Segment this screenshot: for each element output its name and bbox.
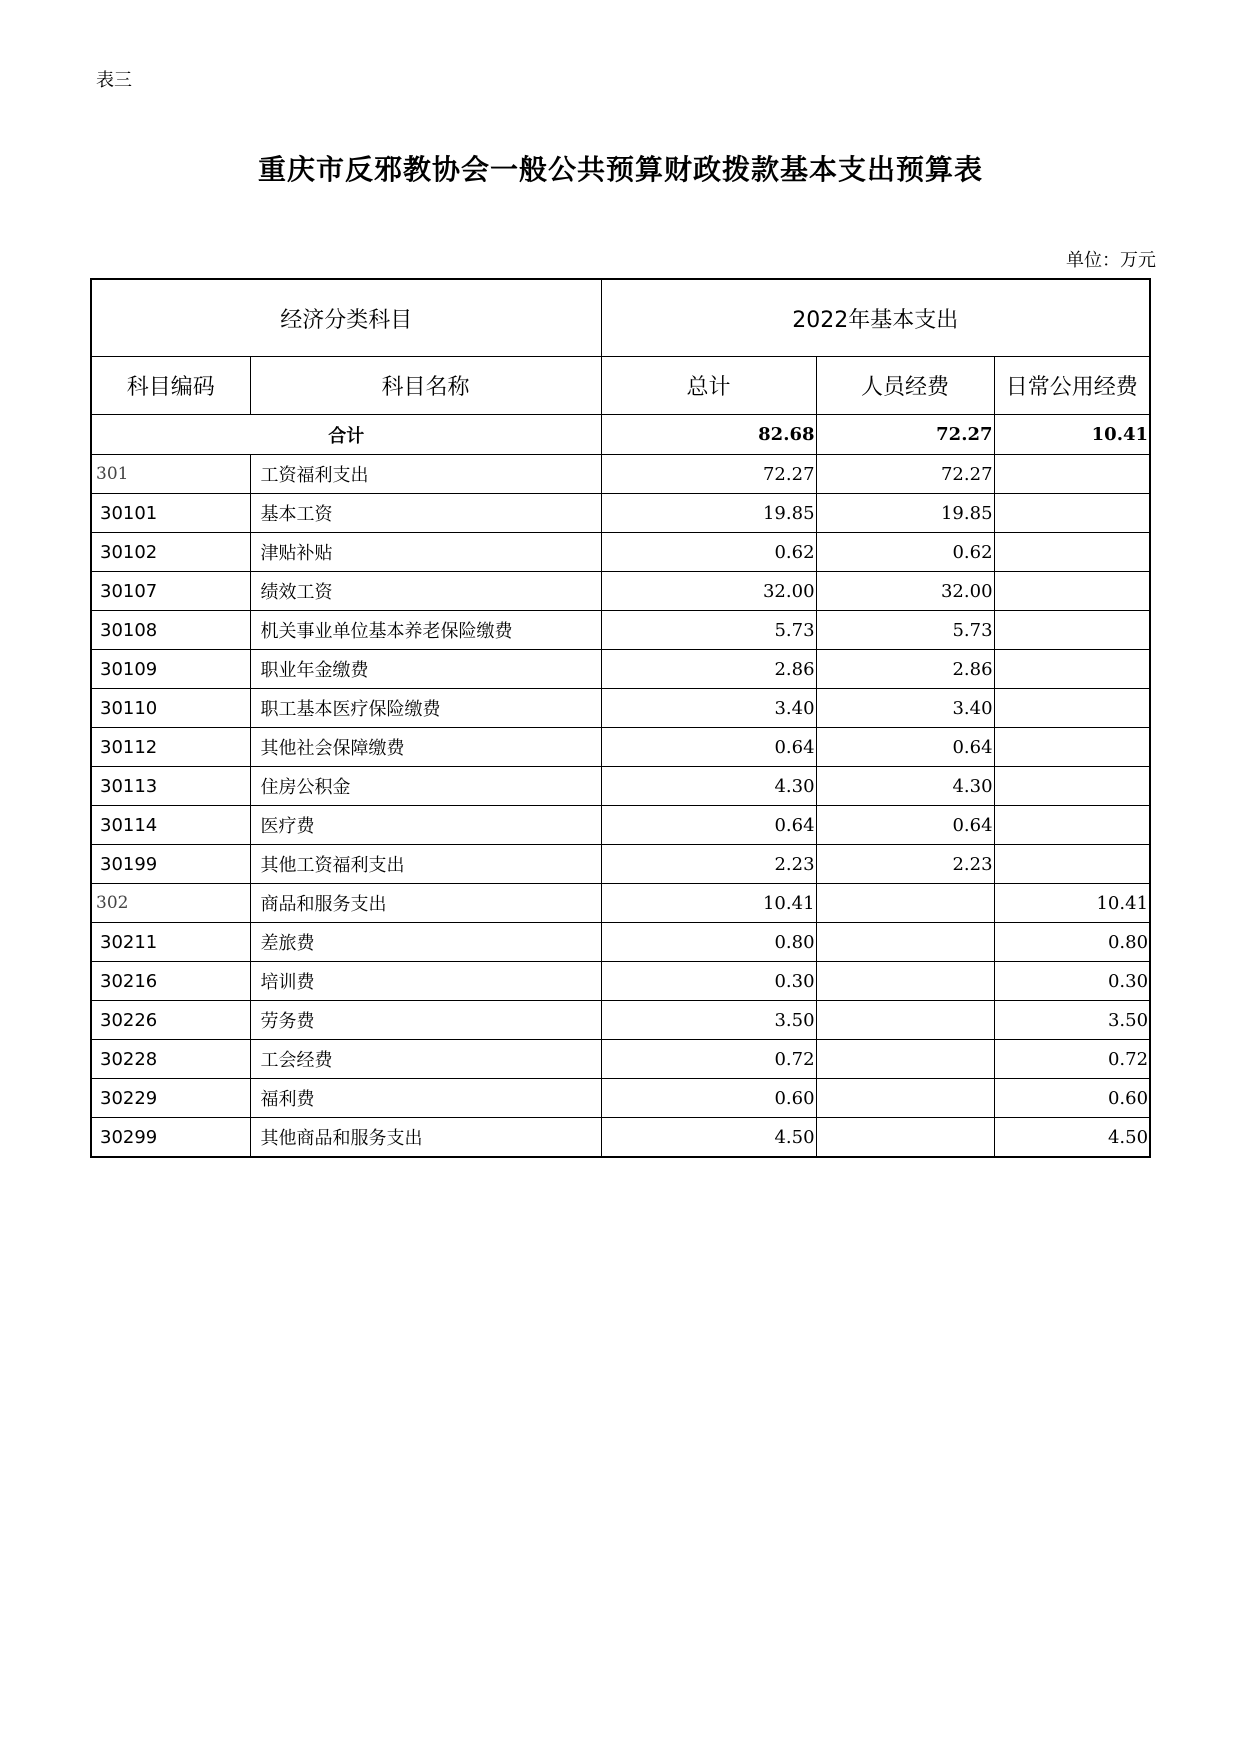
row-code: 30110 bbox=[91, 689, 250, 728]
table-row bbox=[91, 767, 1150, 806]
row-name: 工会经费 bbox=[250, 1040, 601, 1079]
row-personnel: 0.64 bbox=[816, 806, 994, 845]
row-code: 30229 bbox=[91, 1079, 250, 1118]
table-row bbox=[91, 650, 1150, 689]
page-title: 重庆市反邪教协会一般公共预算财政拨款基本支出预算表 bbox=[257, 153, 983, 186]
row-personnel: 4.30 bbox=[816, 767, 994, 806]
row-name: 劳务费 bbox=[250, 1001, 601, 1040]
row-name: 培训费 bbox=[250, 962, 601, 1001]
row-total: 0.30 bbox=[601, 962, 816, 1001]
row-name: 其他商品和服务支出 bbox=[250, 1118, 601, 1158]
row-code: 30108 bbox=[91, 611, 250, 650]
group-header-classification: 经济分类科目 bbox=[91, 279, 601, 357]
row-personnel: 0.64 bbox=[816, 728, 994, 767]
table-row bbox=[91, 1001, 1150, 1040]
total-personnel: 72.27 bbox=[816, 415, 994, 455]
row-public bbox=[994, 806, 1150, 845]
row-personnel: 72.27 bbox=[816, 455, 994, 494]
row-personnel: 2.23 bbox=[816, 845, 994, 884]
row-code: 30228 bbox=[91, 1040, 250, 1079]
row-name: 商品和服务支出 bbox=[250, 884, 601, 923]
total-public: 10.41 bbox=[994, 415, 1150, 455]
row-public bbox=[994, 728, 1150, 767]
row-total: 2.23 bbox=[601, 845, 816, 884]
row-personnel bbox=[816, 1040, 994, 1079]
table-row bbox=[91, 728, 1150, 767]
row-personnel: 19.85 bbox=[816, 494, 994, 533]
table-row bbox=[91, 494, 1150, 533]
table-row bbox=[91, 455, 1150, 494]
row-public bbox=[994, 533, 1150, 572]
column-header-total: 总计 bbox=[601, 357, 816, 415]
row-total: 0.72 bbox=[601, 1040, 816, 1079]
row-personnel: 0.62 bbox=[816, 533, 994, 572]
table-row bbox=[91, 923, 1150, 962]
row-total: 0.80 bbox=[601, 923, 816, 962]
row-public bbox=[994, 572, 1150, 611]
total-row bbox=[91, 415, 1150, 455]
row-total: 5.73 bbox=[601, 611, 816, 650]
row-name: 其他社会保障缴费 bbox=[250, 728, 601, 767]
row-total: 0.64 bbox=[601, 806, 816, 845]
row-personnel bbox=[816, 1118, 994, 1158]
total-total: 82.68 bbox=[601, 415, 816, 455]
row-code: 30211 bbox=[91, 923, 250, 962]
row-name: 住房公积金 bbox=[250, 767, 601, 806]
row-personnel: 5.73 bbox=[816, 611, 994, 650]
row-code: 30112 bbox=[91, 728, 250, 767]
row-total: 19.85 bbox=[601, 494, 816, 533]
row-name: 绩效工资 bbox=[250, 572, 601, 611]
table-row bbox=[91, 1079, 1150, 1118]
column-header-row bbox=[91, 357, 1150, 415]
row-public: 0.80 bbox=[994, 923, 1150, 962]
row-public bbox=[994, 611, 1150, 650]
table-row bbox=[91, 845, 1150, 884]
row-personnel: 2.86 bbox=[816, 650, 994, 689]
row-code: 30107 bbox=[91, 572, 250, 611]
row-total: 0.64 bbox=[601, 728, 816, 767]
row-total: 2.86 bbox=[601, 650, 816, 689]
row-personnel bbox=[816, 884, 994, 923]
row-personnel bbox=[816, 962, 994, 1001]
row-personnel bbox=[816, 1079, 994, 1118]
table-row bbox=[91, 689, 1150, 728]
budget-table bbox=[90, 278, 1151, 1158]
table-row bbox=[91, 884, 1150, 923]
row-total: 0.62 bbox=[601, 533, 816, 572]
row-public bbox=[994, 767, 1150, 806]
row-public bbox=[994, 845, 1150, 884]
row-public bbox=[994, 455, 1150, 494]
row-code: 30299 bbox=[91, 1118, 250, 1158]
row-code: 302 bbox=[91, 884, 250, 923]
row-code: 30216 bbox=[91, 962, 250, 1001]
row-code: 30226 bbox=[91, 1001, 250, 1040]
row-public bbox=[994, 494, 1150, 533]
row-public: 0.72 bbox=[994, 1040, 1150, 1079]
row-name: 职业年金缴费 bbox=[250, 650, 601, 689]
column-header-code: 科目编码 bbox=[91, 357, 250, 415]
row-public: 10.41 bbox=[994, 884, 1150, 923]
row-personnel: 3.40 bbox=[816, 689, 994, 728]
table-row bbox=[91, 611, 1150, 650]
row-total: 32.00 bbox=[601, 572, 816, 611]
row-total: 4.50 bbox=[601, 1118, 816, 1158]
column-header-name: 科目名称 bbox=[250, 357, 601, 415]
table-row bbox=[91, 1040, 1150, 1079]
table-row bbox=[91, 806, 1150, 845]
row-public bbox=[994, 689, 1150, 728]
row-personnel: 32.00 bbox=[816, 572, 994, 611]
table-label: 表三 bbox=[96, 70, 132, 91]
row-name: 津贴补贴 bbox=[250, 533, 601, 572]
row-name: 职工基本医疗保险缴费 bbox=[250, 689, 601, 728]
row-total: 4.30 bbox=[601, 767, 816, 806]
row-public bbox=[994, 650, 1150, 689]
table-row bbox=[91, 1118, 1150, 1158]
row-name: 差旅费 bbox=[250, 923, 601, 962]
row-public: 4.50 bbox=[994, 1118, 1150, 1158]
row-total: 3.40 bbox=[601, 689, 816, 728]
column-header-public: 日常公用经费 bbox=[994, 357, 1150, 415]
row-total: 0.60 bbox=[601, 1079, 816, 1118]
group-header-row bbox=[91, 279, 1150, 357]
row-public: 0.60 bbox=[994, 1079, 1150, 1118]
row-code: 30114 bbox=[91, 806, 250, 845]
row-code: 30102 bbox=[91, 533, 250, 572]
row-total: 3.50 bbox=[601, 1001, 816, 1040]
row-personnel bbox=[816, 923, 994, 962]
row-code: 30109 bbox=[91, 650, 250, 689]
row-name: 其他工资福利支出 bbox=[250, 845, 601, 884]
row-total: 72.27 bbox=[601, 455, 816, 494]
column-header-personnel: 人员经费 bbox=[816, 357, 994, 415]
unit-label: 单位：万元 bbox=[1066, 250, 1156, 271]
table-row bbox=[91, 572, 1150, 611]
row-personnel bbox=[816, 1001, 994, 1040]
row-name: 工资福利支出 bbox=[250, 455, 601, 494]
total-label: 合计 bbox=[91, 415, 601, 455]
row-code: 301 bbox=[91, 455, 250, 494]
row-name: 医疗费 bbox=[250, 806, 601, 845]
row-code: 30113 bbox=[91, 767, 250, 806]
table-row bbox=[91, 533, 1150, 572]
row-code: 30101 bbox=[91, 494, 250, 533]
group-header-basic-expenditure: 2022年基本支出 bbox=[601, 279, 1150, 357]
row-name: 基本工资 bbox=[250, 494, 601, 533]
table-row bbox=[91, 962, 1150, 1001]
row-name: 福利费 bbox=[250, 1079, 601, 1118]
row-public: 0.30 bbox=[994, 962, 1150, 1001]
row-public: 3.50 bbox=[994, 1001, 1150, 1040]
row-name: 机关事业单位基本养老保险缴费 bbox=[250, 611, 601, 650]
row-code: 30199 bbox=[91, 845, 250, 884]
row-total: 10.41 bbox=[601, 884, 816, 923]
